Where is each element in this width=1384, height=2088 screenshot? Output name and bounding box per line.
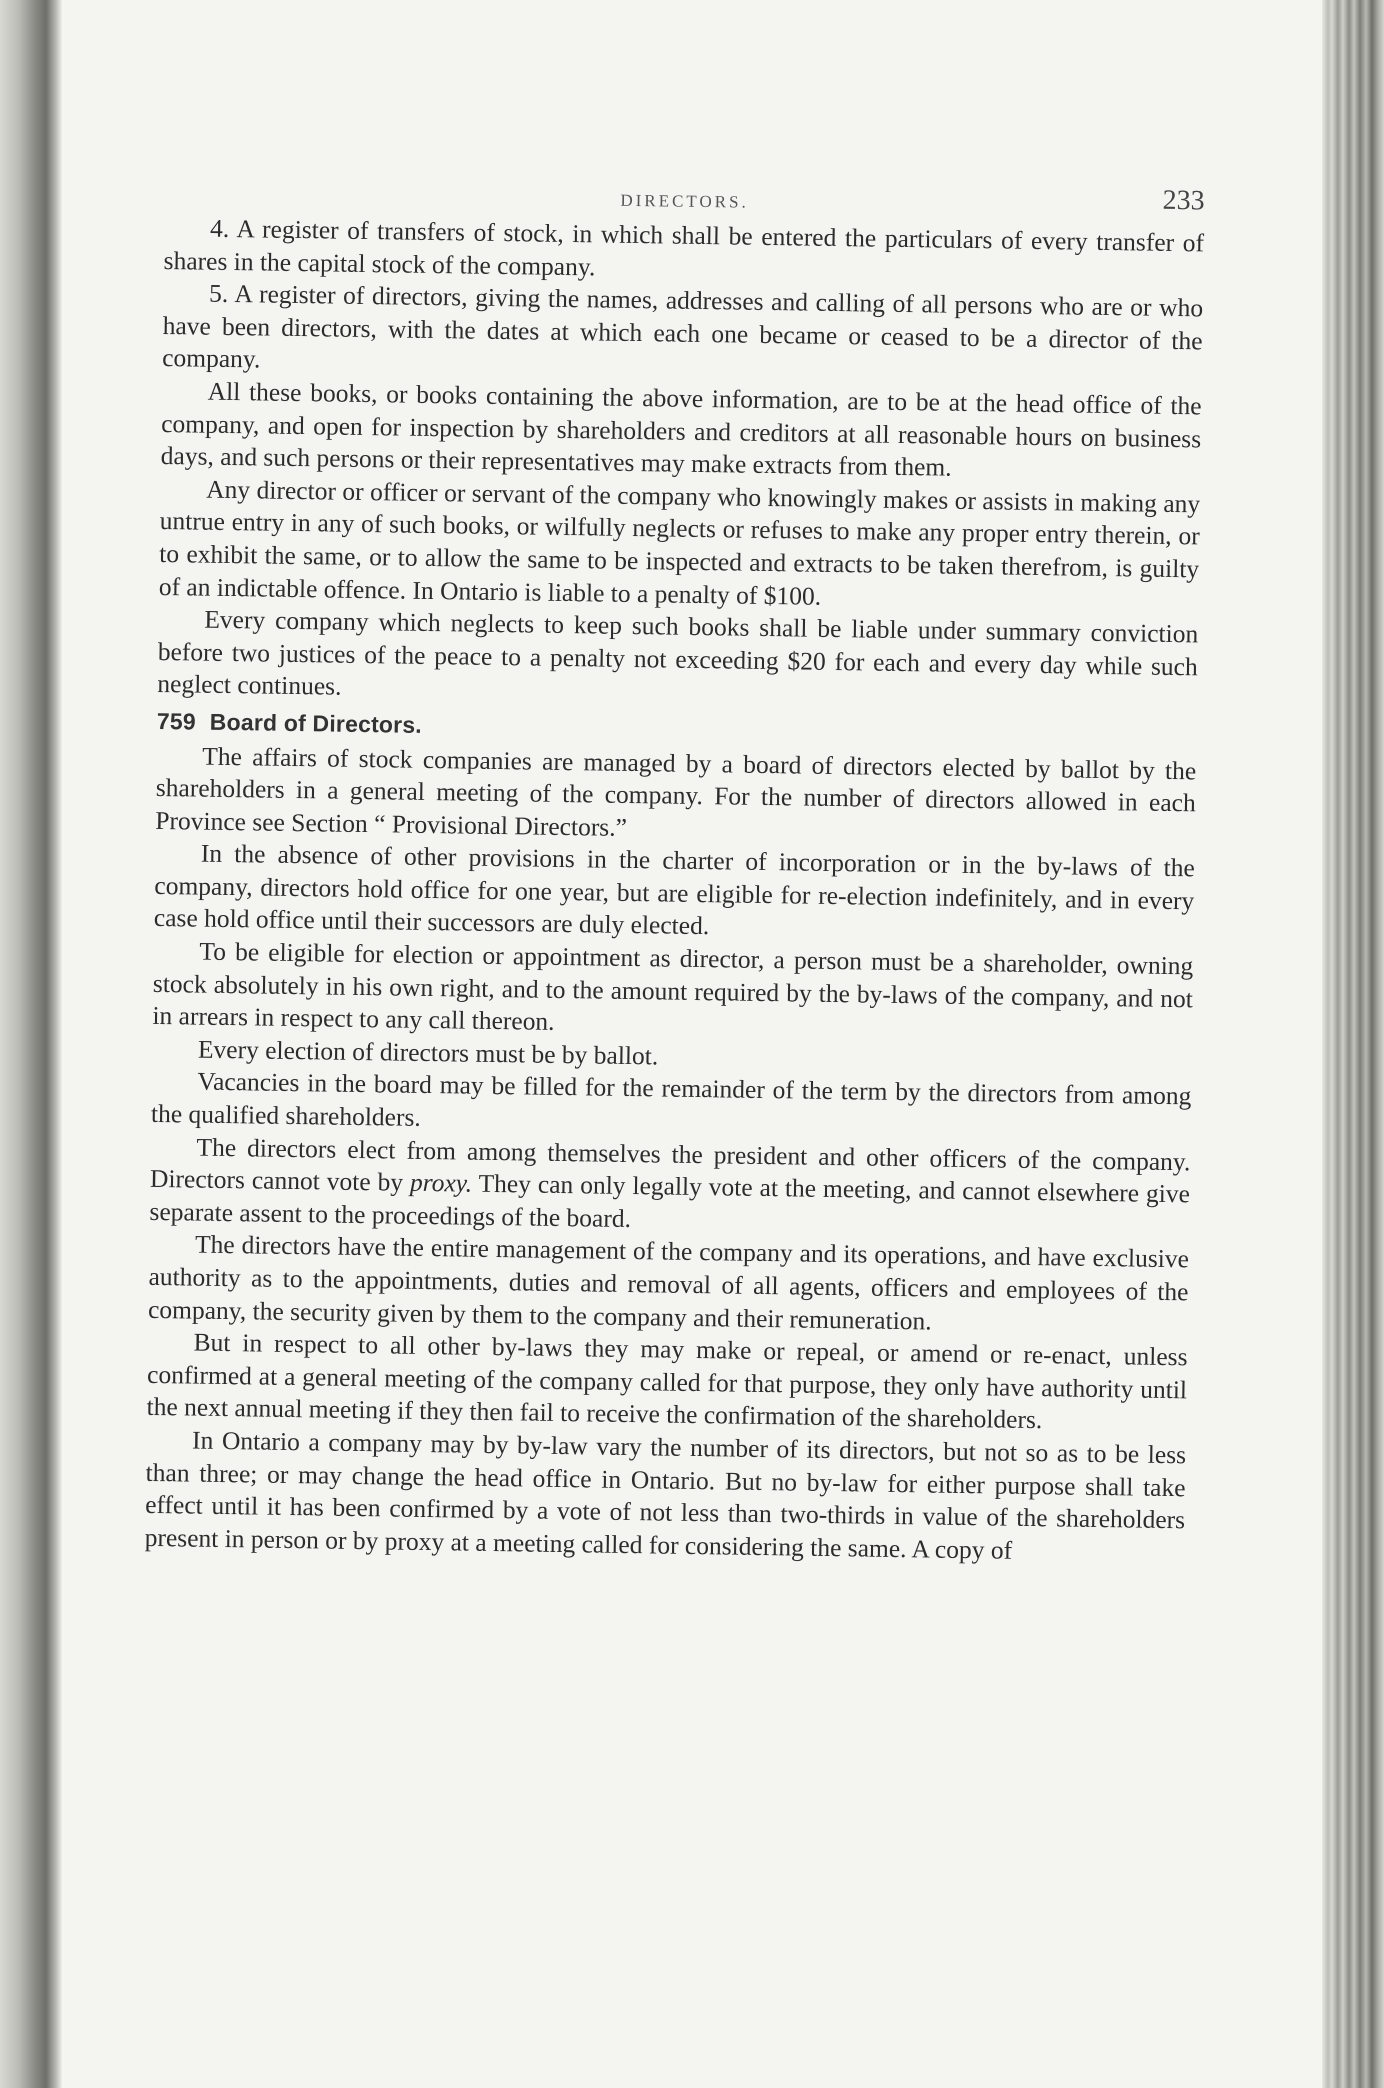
paragraph: The affairs of stock companies are managed by a board of directors elected by ballot by the shareholders in a general meeting of the company. For the number of directors allowed in each Province see Section “ Provisional Directors.” <box>155 741 1197 842</box>
paragraph: Any director or officer or servant of the company who knowingly makes or assists in making any untrue entry in any of such books, or wilfully neglects or refuses to make any proper entry therein, or to exhibit the same, or to allow the same to be inspected and extracts to be taken therefrom, is guilty of an indictable offence. In Ontario is liable to a penalty of $100. <box>158 474 1201 611</box>
page-text <box>144 170 1204 1570</box>
paragraph: 5. A register of directors, giving the names, addresses and calling of all persons who are or who have been directors, with the dates at which each one became or ceased to be a director of the company. <box>161 278 1204 374</box>
paragraph: All these books, or books containing the above information, are to be at the head office of the company, and open for inspection by shareholders and creditors at all reasonable hours on business days, and such persons or their representatives may make extracts from them. <box>160 376 1202 482</box>
paragraph: Vacancies in the board may be filled for the remainder of the term by the directors from among the qualified shareholders. <box>150 1067 1192 1132</box>
proxy-text-after: They can only legally vote at the meeting, and cannot elsewhere give separate assent to the proceedings of the board. <box>149 1168 1191 1233</box>
paragraph-proxy <box>149 1131 1190 1244</box>
paragraph: But in respect to all other by-laws they may make or repeal, or amend or re-enact, unless confirmed at a general meeting of the company called for that purpose, they only have authority until the next annual meeting if they then fail to receive the confirmation of the shareholders. <box>146 1327 1188 1435</box>
paragraph: To be eligible for election or appointment as director, a person must be a shareholder, owning stock absolutely in his own right, and to the amount required by the by-laws of the company, and not in arrears in respect to any call thereon. <box>152 936 1194 1037</box>
paragraph: Every election of directors must be by ballot. <box>197 1034 659 1071</box>
paragraph: Every company which neglects to keep such books shall be liable under summary conviction before two justices of the peace to a penalty not exceeding $20 for each and every day while such neglect continues. <box>157 604 1199 701</box>
proxy-text-before: The directors elect from among themselves the president and other officers of the company. Directors cannot vote by <box>149 1132 1191 1197</box>
paragraph: The directors have the entire management of the company and its operations, and have exclusive authority as to the appointments, duties and removal of all agents, officers and employees of the company, the security given by them to the company and their remuneration. <box>147 1229 1190 1336</box>
book-page <box>62 0 1322 2088</box>
page-number: 233 <box>1162 184 1205 217</box>
paragraph: In Ontario a company may by by-law vary the number of its directors, but not so as to be less than three; or may change the head office in Ontario. But no by-law for either purpose shall take effect until it has been confirmed by a vote of not less than two-thirds in value of the shareholders present in person or by proxy at a meeting called for considering the same. A copy of <box>144 1425 1187 1565</box>
book-gutter-left <box>0 0 62 2088</box>
book-page-edges-right <box>1322 0 1384 2088</box>
section-title: Board of Directors. <box>209 708 423 738</box>
paragraph: 4. A register of transfers of stock, in which shall be entered the particulars of every transfer of shares in the capital stock of the company. <box>163 213 1205 281</box>
section-number: 759 <box>156 707 197 735</box>
running-head: DIRECTORS. <box>620 190 749 212</box>
paragraph: In the absence of other provisions in the charter of incorporation or in the by-laws of the company, directors hold office for one year, but are eligible for re-election indefinitely, and in every case hold office until their successors are duly elected. <box>153 838 1195 941</box>
proxy-italic: proxy. <box>409 1167 473 1198</box>
